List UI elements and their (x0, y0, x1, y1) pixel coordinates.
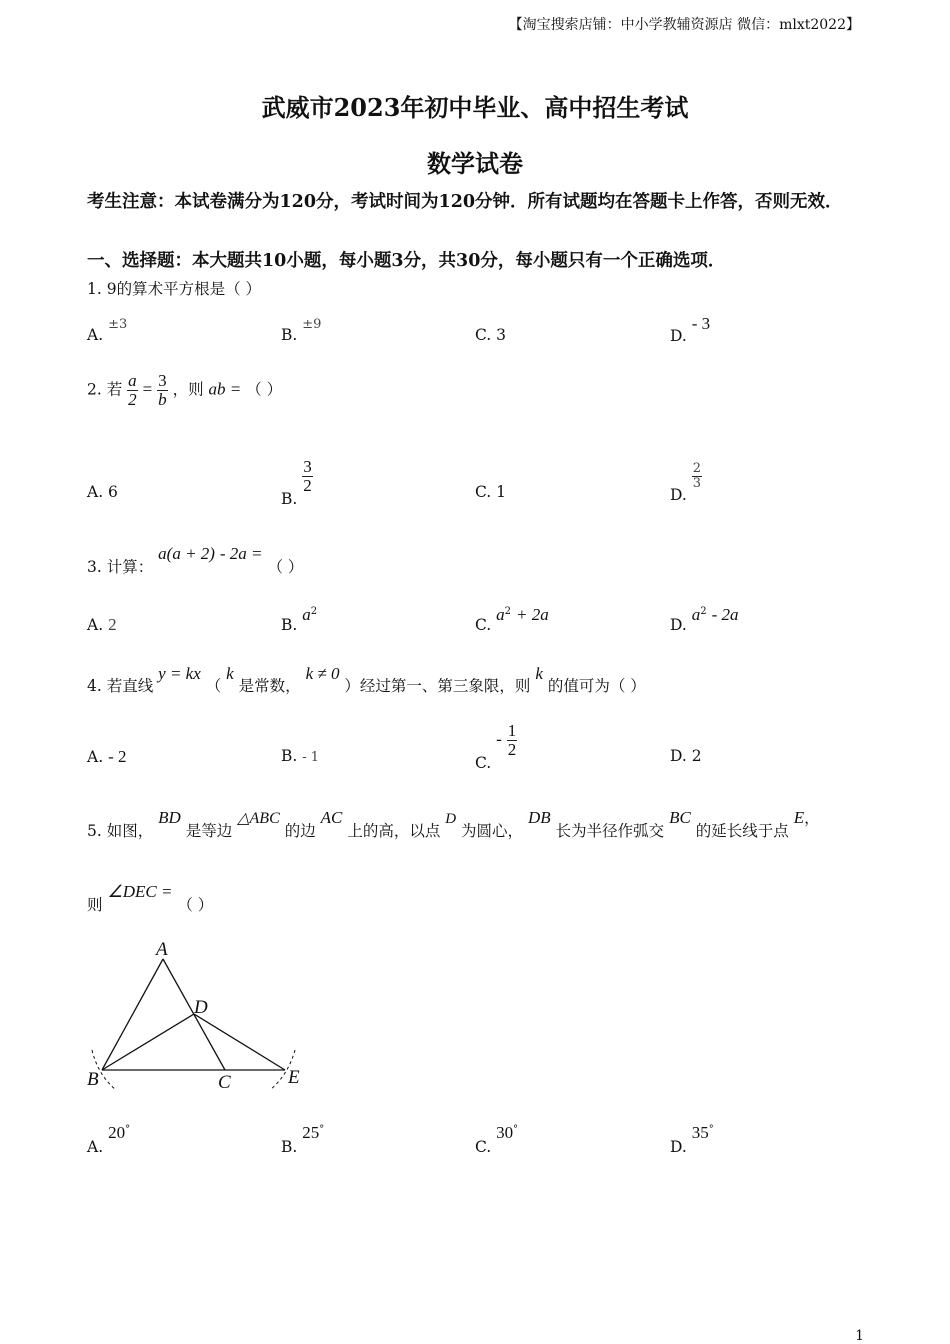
q4-option-b: B. - 1 (281, 747, 320, 765)
question-3-stem: 3. 计算： a(a + 2) - 2a = （ ） (87, 544, 304, 576)
fraction-a-over-2: $\frac{a}{2}$ (128, 371, 137, 409)
exam-notice: 考生注意：本试卷满分为120分，考试时间为120分钟．所有试题均在答题卡上作答，否则无效． (87, 192, 843, 212)
fraction-2-over-3: $\frac{2}{3}$ (692, 461, 702, 491)
q3-option-c: C. $a^2 + 2a$ (475, 605, 549, 634)
q5-option-b: B. 25° (281, 1123, 325, 1156)
q1-option-c: C. 3 (475, 326, 507, 344)
header-note: 【淘宝搜索店铺：中小学教辅资源店 微信：mlxt2022】 (508, 17, 860, 33)
exam-subtitle: 数学试卷 (427, 149, 523, 178)
question-1-stem: 1. 9的算术平方根是（ ） (87, 280, 262, 298)
q1-option-b: B. $^{\pm 9}$ (281, 317, 322, 344)
q4-option-a: A. - 2 (87, 747, 127, 766)
label-c: C (218, 1072, 231, 1093)
side-ab (102, 959, 163, 1070)
fraction-3-over-2: $\frac{3}{2}$ (303, 457, 312, 495)
question-4-stem: 4. 若直线 y = kx （ k 是常数， k ≠ 0 ）经过第一、第三象限，则 k 的值可为（ ） (87, 664, 646, 695)
q5-option-d: D. 35° (670, 1123, 714, 1156)
section-heading: 一、选择题：本大题共10小题，每小题3分，共30分，每小题只有一个正确选项． (87, 251, 726, 271)
q3-option-d: D. $a^2 - 2a$ (670, 605, 739, 634)
q5-option-c: C. 30° (475, 1123, 519, 1156)
question-5-line2: 则 ∠DEC = （ ） (87, 882, 214, 914)
q1-option-d: D. - 3 (670, 314, 711, 345)
q2-option-b: B. $\frac{3}{2}$ (281, 457, 312, 509)
exam-title: 武威市2023年初中毕业、高中招生考试 (261, 93, 689, 122)
fraction-3-over-b: $\frac{3}{b}$ (158, 371, 167, 409)
segment-bd (102, 1014, 194, 1070)
q2-option-a: A. 6 (87, 483, 118, 501)
q4-option-d: D. 2 (670, 747, 702, 765)
q3-option-a: A. 2 (87, 615, 117, 634)
q2-option-c: C. 1 (475, 483, 507, 501)
q3-option-b: B. $a^2$ (281, 605, 318, 634)
q2-option-d: D. $\frac{2}{3}$ (670, 461, 702, 505)
label-d: D (194, 997, 208, 1018)
q5-option-a: A. 20° (87, 1123, 131, 1156)
question-2-stem: 2. 若 $\frac{a}{2}$ = $\frac{3}{b}$ ，则 ab = （ ） (87, 371, 283, 409)
label-b: B (87, 1069, 99, 1090)
question-5-stem: 5. 如图， BD 是等边 △ABC 的边 AC 上的高，以点 D 为圆心， DB 长为半径作弧交 BC 的延长线于点 E， (87, 808, 820, 840)
label-e: E (288, 1067, 300, 1088)
q4-option-c: C. - $\frac{1}{2}$ (475, 721, 517, 773)
q1-option-a: A. $^{\pm 3}$ (87, 317, 128, 344)
fraction-1-over-2: $\frac{1}{2}$ (507, 721, 517, 759)
page-number: 1 (855, 1328, 864, 1344)
triangle-figure (80, 935, 320, 1095)
segment-de (194, 1014, 285, 1070)
label-a: A (156, 939, 168, 960)
